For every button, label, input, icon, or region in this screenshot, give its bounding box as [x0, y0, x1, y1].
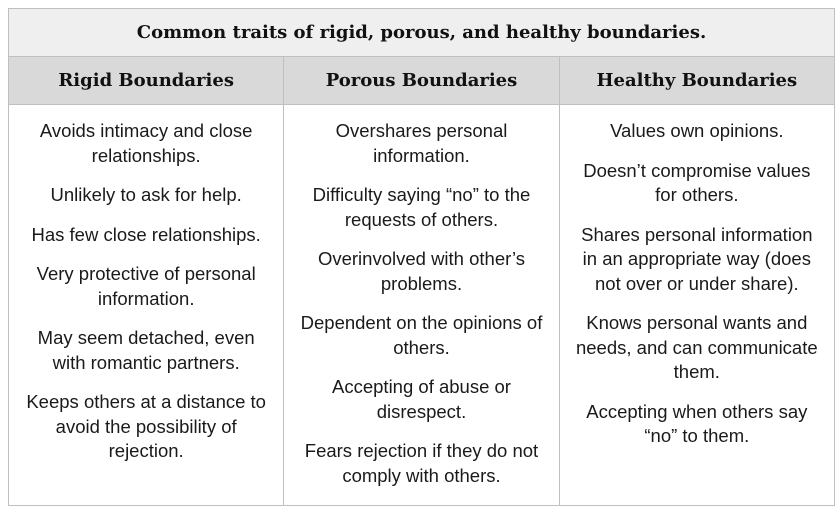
list-item: Overinvolved with other’s problems. [317, 248, 525, 294]
list-item: Dependent on the opinions of others. [300, 312, 543, 358]
list-item: Has few close relationships. [31, 223, 261, 245]
list-item: Very protective of personal information. [36, 263, 256, 309]
list-item: Doesn’t compromise values for others. [583, 159, 811, 205]
list-item: May seem detached, even with romantic partners. [37, 327, 255, 373]
header-healthy: Healthy Boundaries [559, 57, 834, 104]
table-title: Common traits of rigid, porous, and healthy boundaries. [9, 9, 834, 57]
column-healthy [559, 105, 834, 505]
list-item: Accepting of abuse or disrespect. [332, 376, 511, 422]
boundaries-table [8, 8, 835, 506]
column-rigid [9, 105, 283, 505]
list-item: Unlikely to ask for help. [50, 184, 242, 205]
header-rigid: Rigid Boundaries [58, 70, 234, 91]
list-item: Knows personal wants and needs, and can communicate them. [575, 312, 818, 382]
list-item: Avoids intimacy and close relationships. [39, 120, 253, 166]
list-item: Shares personal information in an appropriate way (does not over or under share). [581, 223, 813, 294]
list-item: Overshares personal information. [335, 120, 508, 166]
header-porous: Porous Boundaries [283, 57, 558, 104]
list-item: Accepting when others say “no” to them. [586, 400, 808, 446]
header-row [9, 57, 834, 105]
column-porous [283, 105, 558, 505]
list-item: Values own opinions. [610, 120, 784, 141]
list-item: Fears rejection if they do not comply with others. [304, 440, 539, 486]
list-item: Keeps others at a distance to avoid the possibility of rejection. [26, 391, 266, 461]
list-item: Difficulty saying “no” to the requests of others. [312, 184, 531, 230]
body-row [9, 105, 834, 505]
